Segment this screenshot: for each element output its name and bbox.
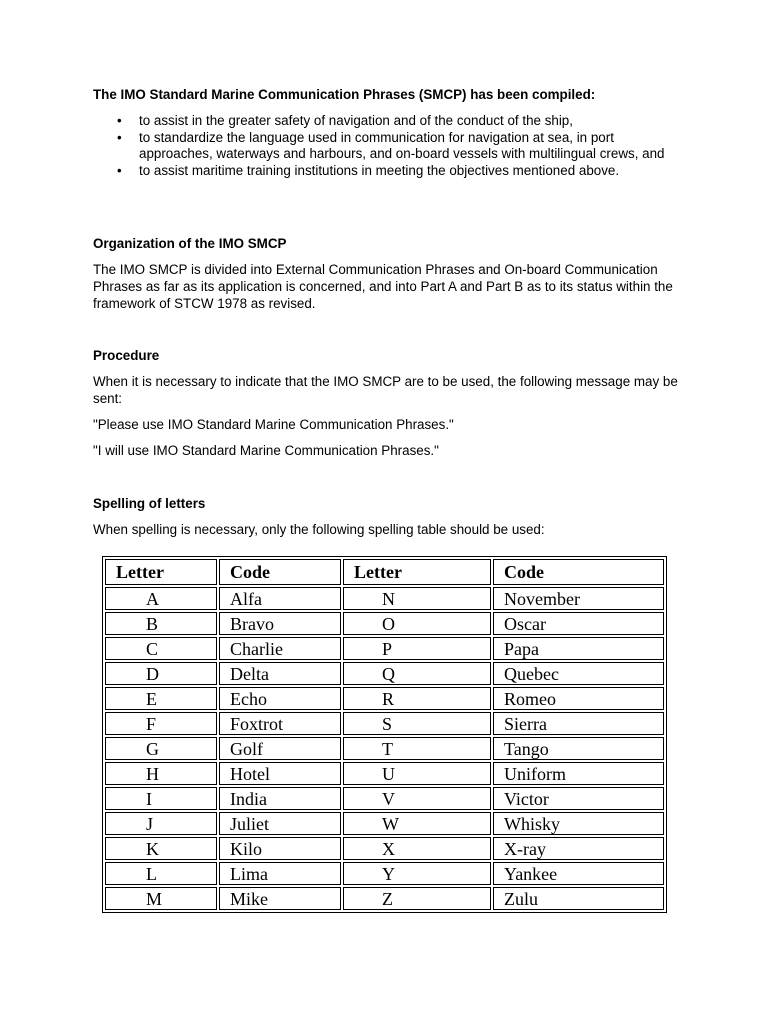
column-header-letter-2: Letter [343,559,491,585]
cell-code-1: Kilo [219,837,341,860]
cell-code-2: Uniform [493,762,664,785]
procedure-quote-2: "I will use IMO Standard Marine Communication Phrases." [93,443,439,458]
cell-letter-2: X [343,837,491,860]
cell-code-1: Golf [219,737,341,760]
bullet-icon: • [117,162,122,178]
cell-code-1: Echo [219,687,341,710]
cell-letter-2: P [343,637,491,660]
organization-text: The IMO SMCP is divided into External Communication Phrases and On-board Communication Phrases as far as its application is concerned, and into Part A and Part B as to its status within the framework of STCW 1978 as revised. [93,262,673,311]
spelling-heading: Spelling of letters [93,496,206,511]
procedure-heading: Procedure [93,348,160,363]
organization-heading: Organization of the IMO SMCP [93,236,287,251]
cell-code-2: Quebec [493,662,664,685]
cell-letter-2: T [343,737,491,760]
list-item: • to assist in the greater safety of navigation and of the conduct of the ship, [117,113,573,128]
list-item: • to standardize the language used in communication for navigation at sea, in port approaches, waterways and harbours, and on-board vessels with multilingual crews, and [117,129,665,162]
table-row [105,762,664,785]
cell-code-2: X-ray [493,837,664,860]
cell-code-1: Bravo [219,612,341,635]
column-header-code-2: Code [493,559,664,585]
cell-code-1: Juliet [219,812,341,835]
cell-letter-1: G [105,737,217,760]
spelling-table [102,556,667,913]
cell-letter-2: W [343,812,491,835]
cell-letter-2: R [343,687,491,710]
table-row [105,862,664,885]
cell-letter-2: N [343,587,491,610]
cell-letter-1: M [105,887,217,910]
cell-letter-1: A [105,587,217,610]
cell-letter-1: J [105,812,217,835]
list-item: • to assist maritime training institutions in meeting the objectives mentioned above. [117,162,620,178]
cell-code-2: Papa [493,637,664,660]
cell-code-2: Romeo [493,687,664,710]
table-row [105,637,664,660]
cell-letter-2: S [343,712,491,735]
cell-letter-1: I [105,787,217,810]
cell-code-1: Charlie [219,637,341,660]
bullet-icon: • [117,113,122,128]
table-row [105,662,664,685]
cell-code-2: Zulu [493,887,664,910]
intro-bullet-list [93,113,683,179]
cell-letter-1: E [105,687,217,710]
cell-code-1: Mike [219,887,341,910]
cell-letter-1: K [105,837,217,860]
table-row [105,787,664,810]
cell-letter-2: O [343,612,491,635]
cell-letter-2: Y [343,862,491,885]
cell-letter-2: Z [343,887,491,910]
column-header-letter-1: Letter [105,559,217,585]
bullet-icon: • [117,129,122,145]
cell-code-1: Hotel [219,762,341,785]
table-row [105,712,664,735]
spelling-text: When spelling is necessary, only the following spelling table should be used: [93,522,545,537]
cell-code-2: Sierra [493,712,664,735]
table-row [105,587,664,610]
spelling-table-body [105,587,664,910]
table-row [105,812,664,835]
column-header-code-1: Code [219,559,341,585]
cell-letter-1: H [105,762,217,785]
cell-code-2: November [493,587,664,610]
cell-letter-1: B [105,612,217,635]
procedure-text: When it is necessary to indicate that the IMO SMCP are to be used, the following message may be sent: [93,374,678,406]
cell-letter-2: U [343,762,491,785]
cell-code-1: Foxtrot [219,712,341,735]
cell-letter-1: C [105,637,217,660]
intro-title: The IMO Standard Marine Communication Phrases (SMCP) has been compiled: [93,87,596,102]
cell-letter-1: D [105,662,217,685]
table-row [105,612,664,635]
table-row [105,887,664,910]
cell-code-1: Alfa [219,587,341,610]
table-row [105,687,664,710]
cell-code-1: Delta [219,662,341,685]
table-row [105,737,664,760]
table-row [105,837,664,860]
procedure-quote-1: "Please use IMO Standard Marine Communication Phrases." [93,417,454,432]
cell-letter-1: F [105,712,217,735]
cell-letter-2: V [343,787,491,810]
cell-code-1: India [219,787,341,810]
spelling-table-wrapper [102,556,667,909]
cell-letter-2: Q [343,662,491,685]
table-header-row [105,559,664,585]
cell-code-2: Tango [493,737,664,760]
cell-code-1: Lima [219,862,341,885]
cell-code-2: Victor [493,787,664,810]
cell-code-2: Yankee [493,862,664,885]
cell-code-2: Oscar [493,612,664,635]
cell-code-2: Whisky [493,812,664,835]
cell-letter-1: L [105,862,217,885]
